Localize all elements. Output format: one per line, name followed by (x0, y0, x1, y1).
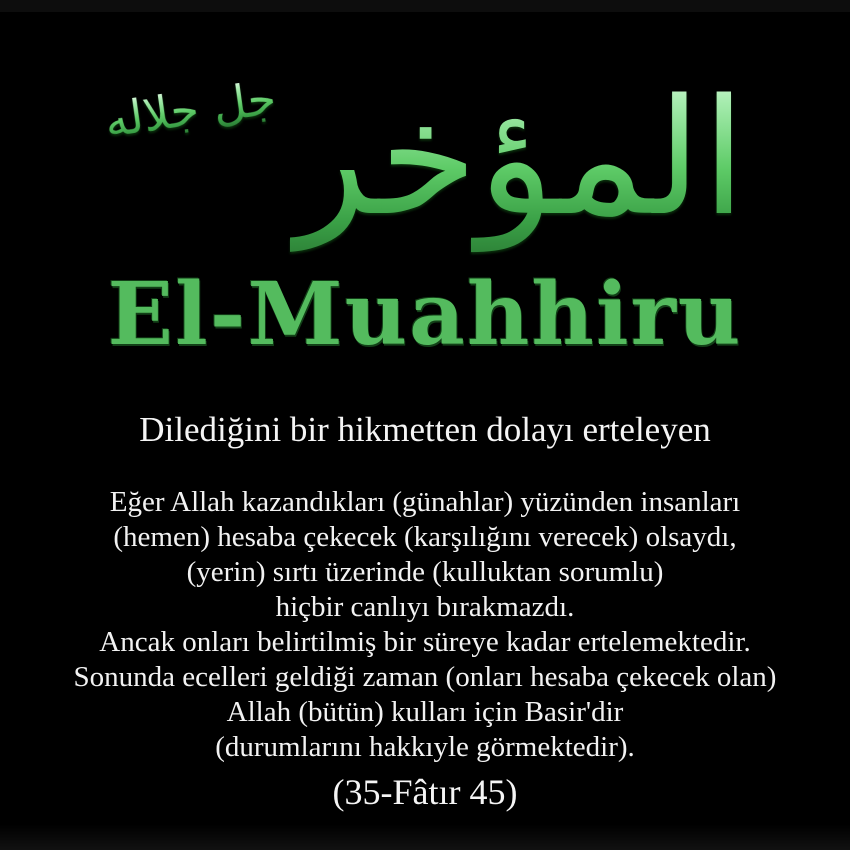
verse-line: Eğer Allah kazandıkları (günahlar) yüzünden insanları (109, 486, 741, 518)
bottom-edge-strip (0, 824, 850, 850)
jalla-jalaluhu-ornament: جل جلاله (101, 70, 280, 148)
verse-line: hiçbir canlıyı bırakmazdı. (275, 591, 575, 623)
meaning-subtitle: Dilediğini bir hikmetten dolayı erteleyen (139, 410, 711, 449)
name-title: El-Muahhiru (107, 264, 743, 365)
verse-line: (yerin) sırtı üzerinde (kulluktan sorumlu) (186, 556, 664, 588)
verse-reference: (35-Fâtır 45) (332, 772, 518, 812)
verse-line: Sonunda ecelleri geldiği zaman (onları hesaba çekecek olan) (73, 661, 777, 693)
arabic-name-calligraphy: المؤخر (290, 58, 746, 258)
verse-line: (durumlarını hakkıyle görmektedir). (215, 731, 635, 763)
calligraphy-block (0, 28, 850, 288)
verse-line: (hemen) hesaba çekecek (karşılığını verecek) olsaydı, (113, 521, 737, 553)
verse-text (0, 485, 850, 765)
top-edge-strip (0, 0, 850, 12)
verse-line: Ancak onları belirtilmiş bir süreye kadar ertelemektedir. (99, 626, 751, 658)
verse-line: Allah (bütün) kulları için Basir'dir (226, 696, 624, 728)
